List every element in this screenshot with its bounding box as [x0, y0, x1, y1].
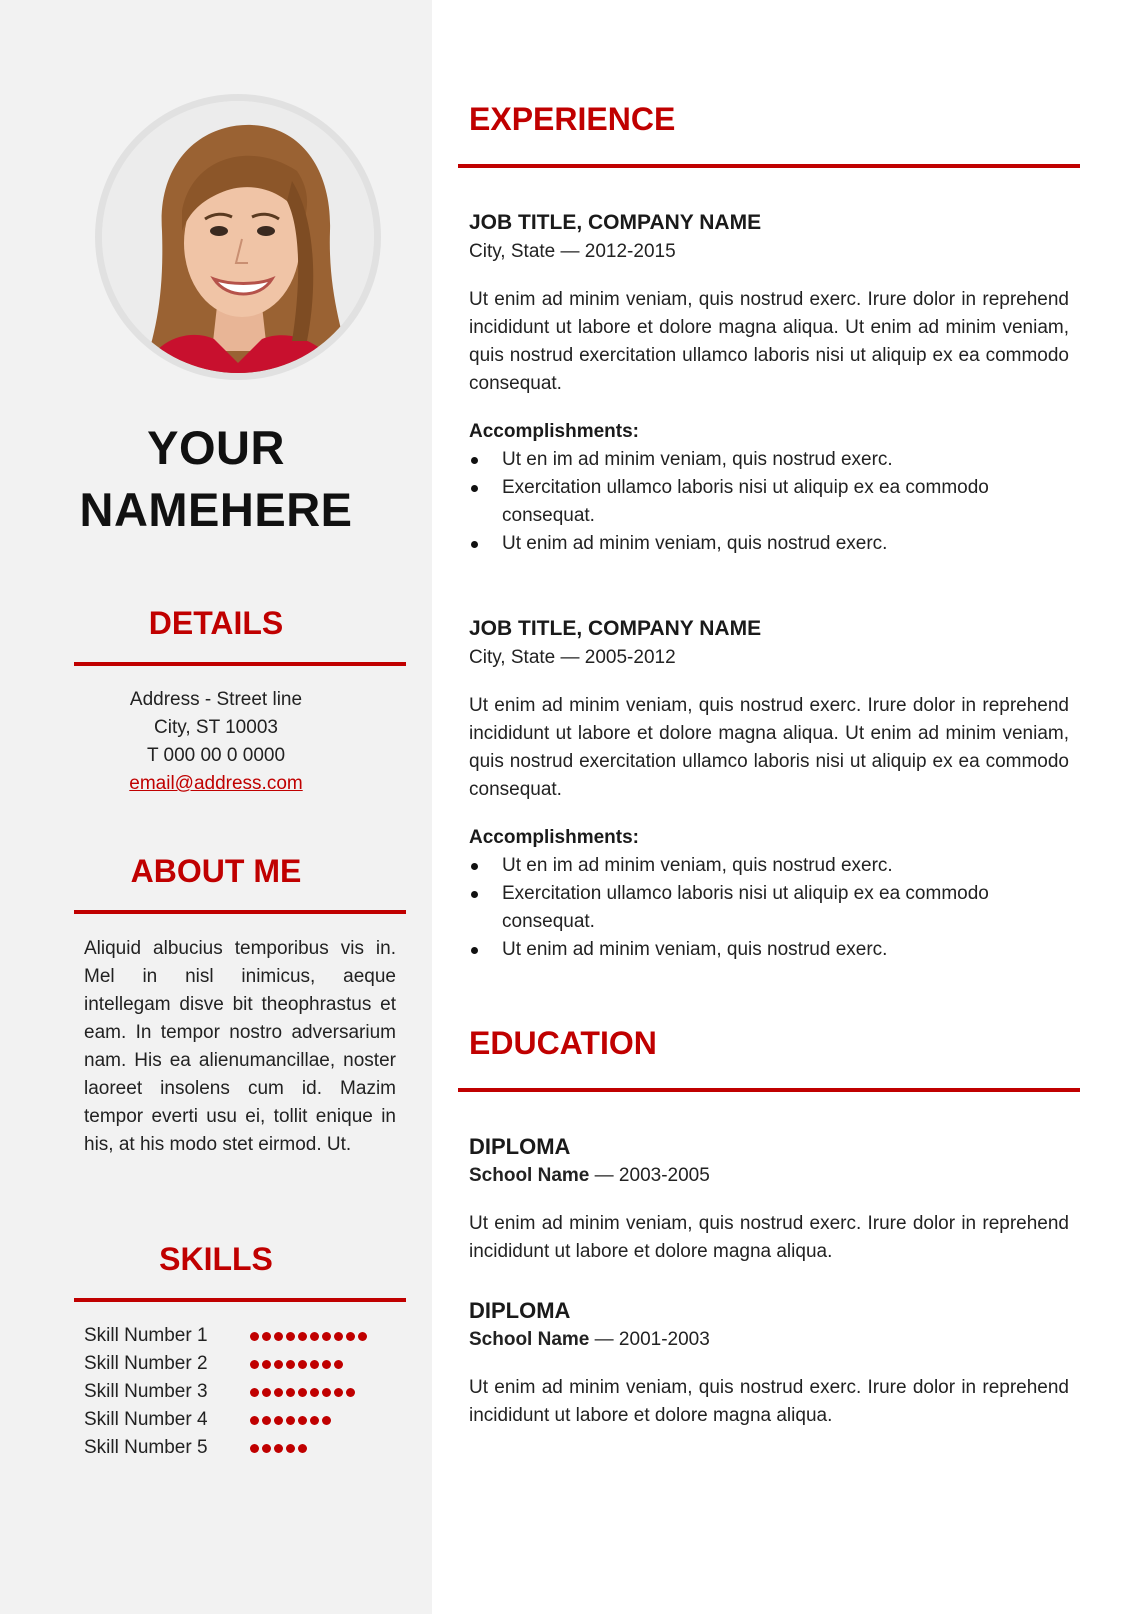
skill-dot [250, 1444, 259, 1453]
skill-dot [286, 1388, 295, 1397]
skills-heading: SKILLS [159, 1241, 273, 1277]
skill-row [84, 1378, 404, 1406]
skill-row [84, 1406, 404, 1434]
education-divider [458, 1088, 1080, 1092]
job-entry-2 [469, 614, 1069, 964]
skill-dot [358, 1332, 367, 1341]
skill-dot [262, 1332, 271, 1341]
accomplishment-item: Ut enim ad minim veniam, quis nostrud exerc. [469, 936, 1069, 964]
skill-row [84, 1434, 404, 1462]
diploma-title: DIPLOMA [469, 1134, 571, 1159]
accomplishments-label: Accomplishments: [469, 827, 639, 848]
job-description: Ut enim ad minim veniam, quis nostrud exerc. Irure dolor in reprehend incididunt ut labore et dolore magna aliqua. Ut enim ad minim veniam, quis nostrud exercitation ullamco laboris nisi ut aliquip ex ea commodo consequat. [469, 289, 1069, 394]
sidebar [0, 0, 432, 1614]
skill-row [84, 1322, 404, 1350]
skill-dot [298, 1444, 307, 1453]
skill-name: Skill Number 2 [84, 1353, 208, 1374]
skill-name: Skill Number 3 [84, 1381, 208, 1402]
accomplishment-item: Ut enim ad minim veniam, quis nostrud exerc. [469, 530, 1069, 558]
name-line-1: YOUR [147, 421, 285, 474]
education-description: Ut enim ad minim veniam, quis nostrud exerc. Irure dolor in reprehend incididunt ut labore et dolore magna aliqua. [469, 1213, 1069, 1262]
accomplishment-item: Ut en im ad minim veniam, quis nostrud exerc. [469, 446, 1069, 474]
accomplishments-list [469, 852, 1069, 964]
skill-dot [346, 1332, 355, 1341]
skill-level-dots [250, 1388, 355, 1397]
skill-name: Skill Number 1 [84, 1325, 208, 1346]
skill-dot [322, 1332, 331, 1341]
skills-list [84, 1322, 404, 1462]
skill-dot [346, 1388, 355, 1397]
about-text: Aliquid albucius temporibus vis in. Mel in nisl inimicus, aeque intellegam disve bit theophrastus et eam. In tempor nostro adversarium nam. His ea alienumancillae, noster laoreet insolens cum id. Mazim tempor everti usu ei, tollit enique in his, at his modo stet eirmod. Ut. [84, 938, 396, 1155]
education-entry-2 [469, 1296, 1069, 1430]
skill-level-dots [250, 1416, 331, 1425]
skill-dot [274, 1332, 283, 1341]
skill-dot [286, 1416, 295, 1425]
skill-name: Skill Number 5 [84, 1437, 208, 1458]
profile-photo-illustration [102, 101, 374, 373]
skill-dot [262, 1416, 271, 1425]
job-meta: City, State — 2005-2012 [469, 647, 676, 668]
school-name: School Name [469, 1165, 590, 1186]
skill-dot [274, 1416, 283, 1425]
skill-level-dots [250, 1444, 307, 1453]
experience-divider [458, 164, 1080, 168]
accomplishment-item: Exercitation ullamco laboris nisi ut aliquip ex ea commodo consequat. [469, 880, 1069, 936]
address-line: Address - Street line [129, 689, 303, 710]
education-years: — 2003-2005 [589, 1165, 710, 1186]
job-title: JOB TITLE, COMPANY NAME [469, 617, 762, 640]
skill-dot [298, 1360, 307, 1369]
about-divider [74, 910, 406, 914]
skill-dot [334, 1388, 343, 1397]
skill-dot [286, 1332, 295, 1341]
skill-dot [286, 1444, 295, 1453]
skill-dot [250, 1416, 259, 1425]
accomplishments-label: Accomplishments: [469, 421, 639, 442]
diploma-title: DIPLOMA [469, 1298, 571, 1323]
skill-dot [322, 1388, 331, 1397]
skill-dot [262, 1444, 271, 1453]
skill-level-dots [250, 1332, 367, 1341]
skill-level-dots [250, 1360, 343, 1369]
education-entry-1 [469, 1132, 1069, 1266]
skill-dot [298, 1416, 307, 1425]
skill-dot [250, 1332, 259, 1341]
job-entry-1 [469, 208, 1069, 558]
phone-line: T 000 00 0 0000 [146, 745, 286, 766]
job-title: JOB TITLE, COMPANY NAME [469, 211, 762, 234]
skill-dot [322, 1416, 331, 1425]
details-divider [74, 662, 406, 666]
education-meta [469, 1326, 1069, 1354]
school-name: School Name [469, 1329, 590, 1350]
accomplishment-item: Ut en im ad minim veniam, quis nostrud exerc. [469, 852, 1069, 880]
skill-dot [310, 1416, 319, 1425]
skill-dot [310, 1360, 319, 1369]
accomplishments-list [469, 446, 1069, 558]
skill-dot [310, 1332, 319, 1341]
experience-heading: EXPERIENCE [469, 101, 676, 137]
skill-dot [334, 1332, 343, 1341]
skill-name: Skill Number 4 [84, 1409, 208, 1430]
skills-divider [74, 1298, 406, 1302]
name-line-2: NAMEHERE [79, 483, 353, 536]
skill-dot [286, 1360, 295, 1369]
education-years: — 2001-2003 [589, 1329, 710, 1350]
skill-dot [334, 1360, 343, 1369]
skill-dot [262, 1360, 271, 1369]
job-meta: City, State — 2012-2015 [469, 241, 676, 262]
education-heading: EDUCATION [469, 1025, 657, 1061]
education-description: Ut enim ad minim veniam, quis nostrud exerc. Irure dolor in reprehend incididunt ut labore et dolore magna aliqua. [469, 1377, 1069, 1426]
details-block [0, 686, 432, 798]
skill-dot [262, 1388, 271, 1397]
city-line: City, ST 10003 [154, 717, 278, 738]
skill-dot [274, 1444, 283, 1453]
skill-dot [250, 1360, 259, 1369]
profile-photo [95, 94, 381, 380]
details-heading: DETAILS [148, 605, 284, 641]
email-link[interactable]: email@address.com [129, 773, 303, 794]
skill-dot [274, 1360, 283, 1369]
skill-dot [298, 1332, 307, 1341]
education-meta [469, 1162, 1069, 1190]
about-heading: ABOUT ME [130, 853, 302, 889]
skill-row [84, 1350, 404, 1378]
skill-dot [250, 1388, 259, 1397]
skill-dot [274, 1388, 283, 1397]
accomplishment-item: Exercitation ullamco laboris nisi ut aliquip ex ea commodo consequat. [469, 474, 1069, 530]
skill-dot [310, 1388, 319, 1397]
skill-dot [322, 1360, 331, 1369]
skill-dot [298, 1388, 307, 1397]
job-description: Ut enim ad minim veniam, quis nostrud exerc. Irure dolor in reprehend incididunt ut labore et dolore magna aliqua. Ut enim ad minim veniam, quis nostrud exercitation ullamco laboris nisi ut aliquip ex ea commodo consequat. [469, 695, 1069, 800]
